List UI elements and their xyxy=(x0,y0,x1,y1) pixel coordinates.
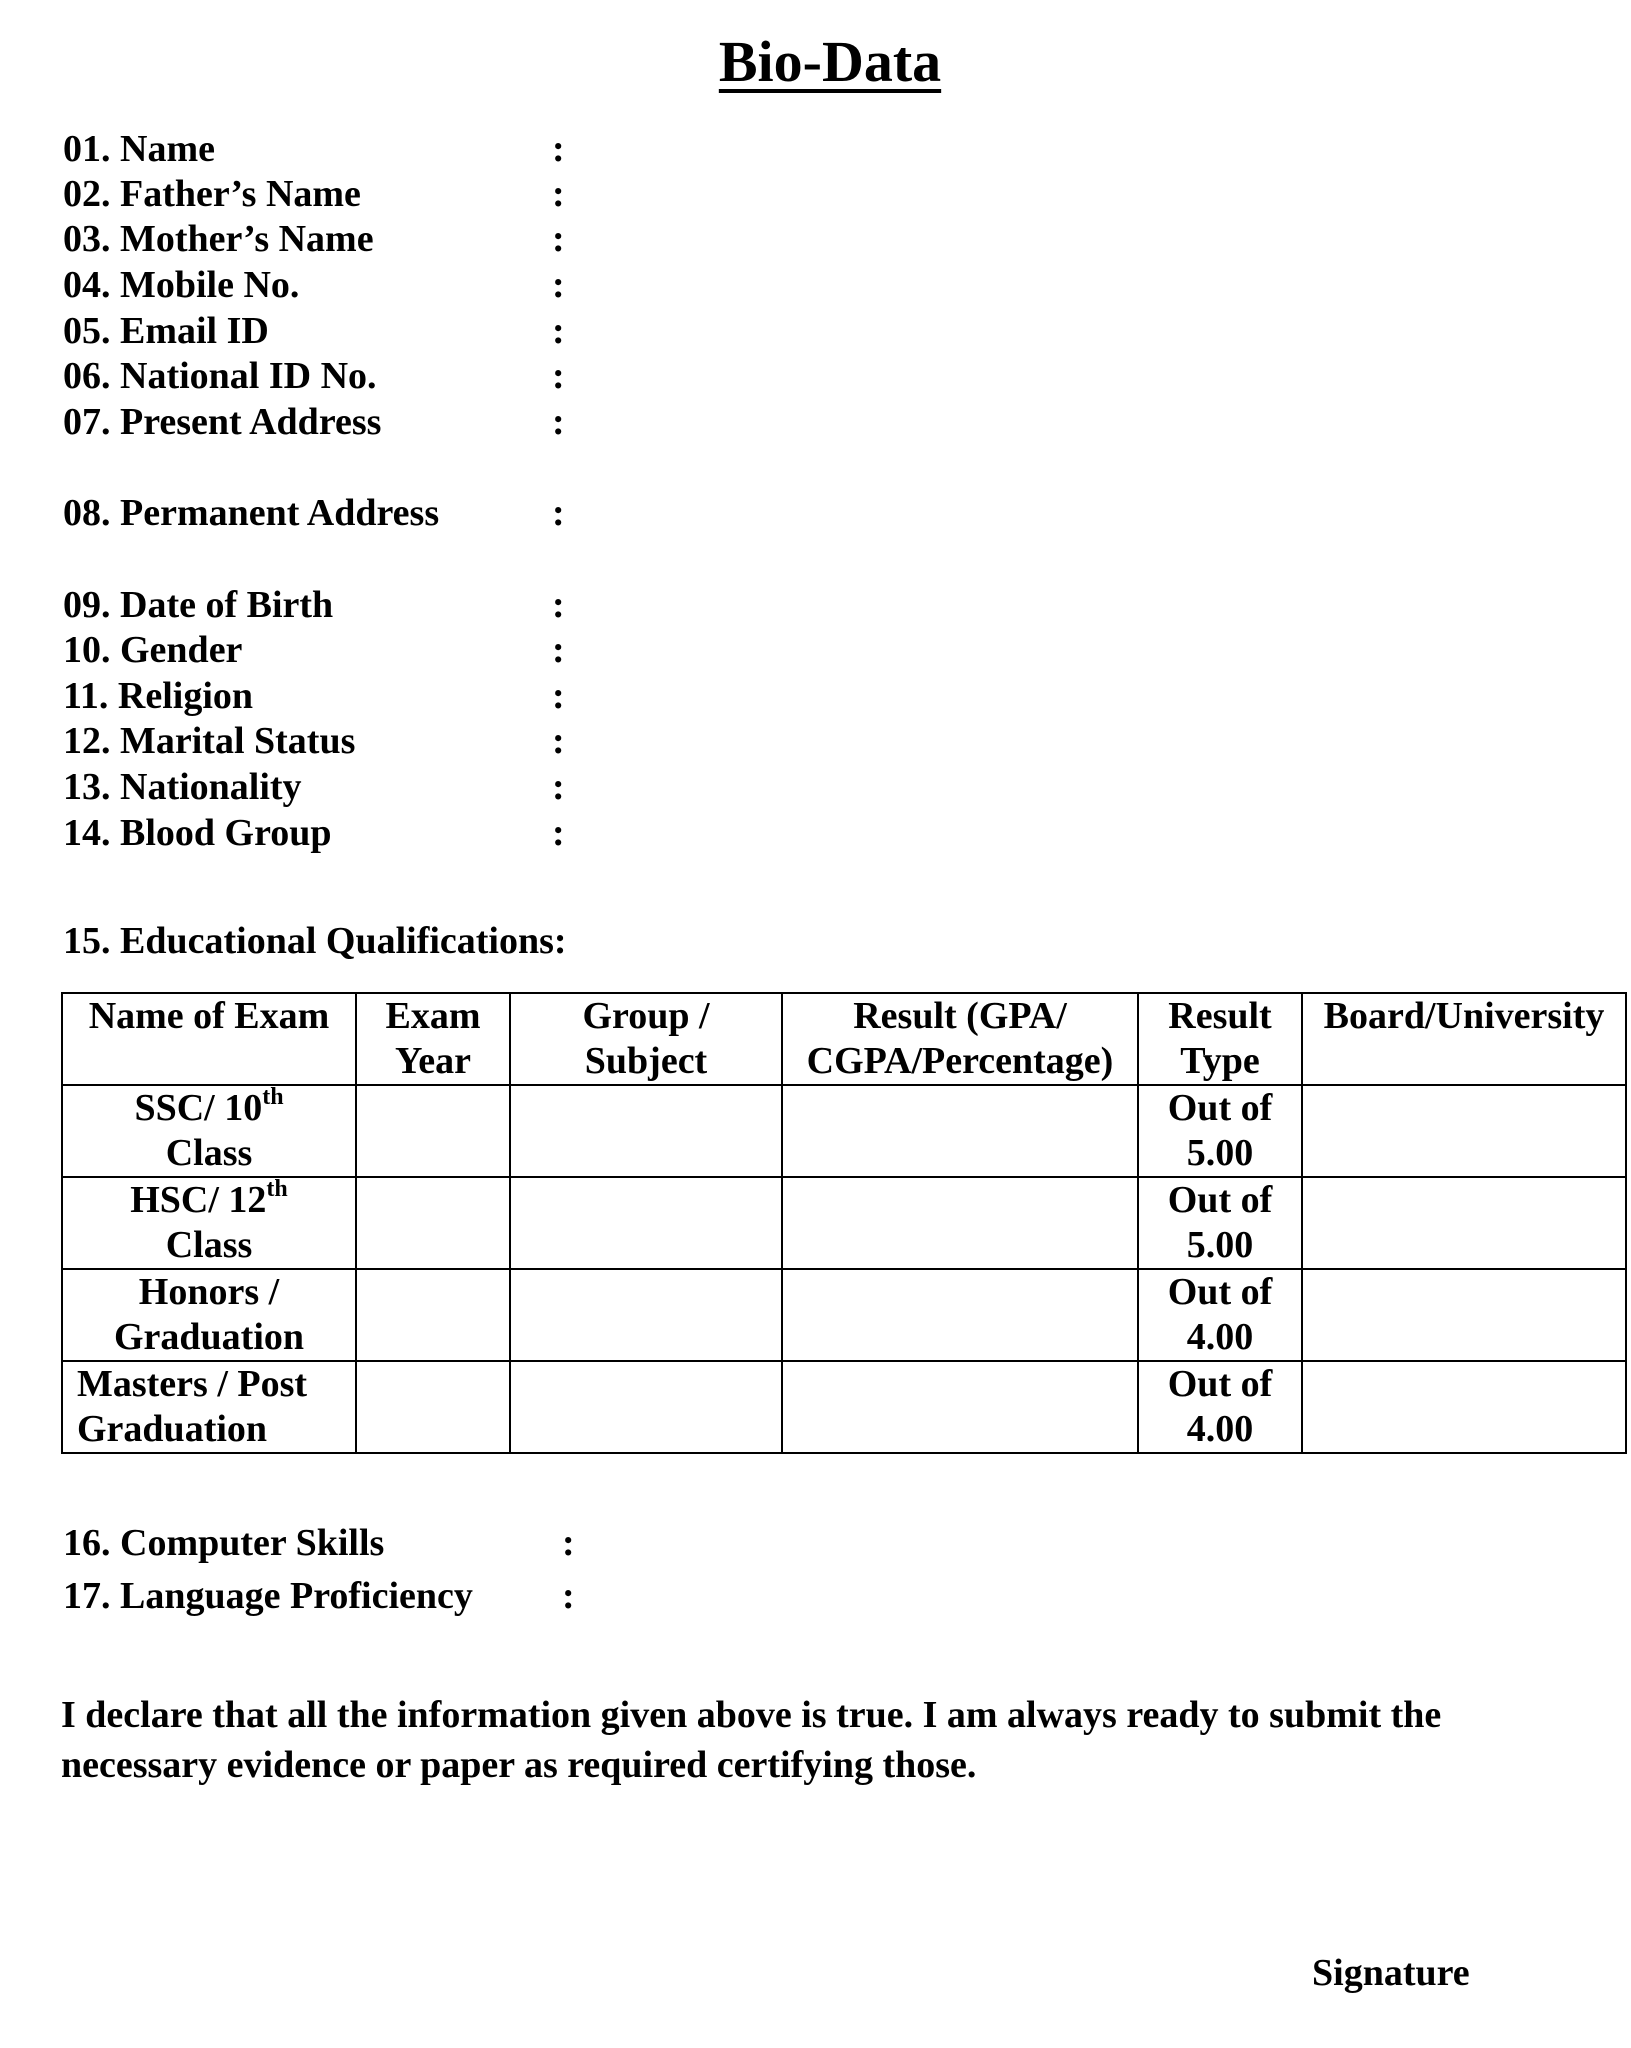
exam-name-cell: HSC/ 12th Class xyxy=(62,1177,356,1269)
header-result: Result (GPA/ CGPA/Percentage) xyxy=(782,993,1138,1085)
result-cell xyxy=(782,1269,1138,1361)
field-colon: : xyxy=(552,218,565,260)
field-colon: : xyxy=(552,355,565,397)
table-row xyxy=(62,1361,1626,1453)
field-colon: : xyxy=(552,720,565,762)
field-label-email: 05. Email ID xyxy=(63,310,269,352)
exam-year-cell xyxy=(356,1085,510,1177)
field-label-computer-skills: 16. Computer Skills xyxy=(63,1522,385,1564)
board-university-cell xyxy=(1302,1269,1626,1361)
table-row xyxy=(62,1269,1626,1361)
education-table xyxy=(61,992,1627,1454)
field-colon: : xyxy=(552,675,565,717)
field-label-marital-status: 12. Marital Status xyxy=(63,720,356,762)
field-label-present-address: 07. Present Address xyxy=(63,401,382,443)
field-label-language-proficiency: 17. Language Proficiency xyxy=(63,1575,473,1617)
header-result-type: Result Type xyxy=(1138,993,1302,1085)
header-exam-name: Name of Exam xyxy=(62,993,356,1085)
field-label-national-id: 06. National ID No. xyxy=(63,355,377,397)
education-header-row xyxy=(62,993,1626,1085)
result-cell xyxy=(782,1177,1138,1269)
signature-label: Signature xyxy=(1312,1952,1470,1994)
field-colon: : xyxy=(552,173,565,215)
field-colon: : xyxy=(552,766,565,808)
education-heading: 15. Educational Qualifications: xyxy=(63,920,567,962)
field-colon: : xyxy=(552,128,565,170)
field-colon: : xyxy=(552,492,565,534)
field-label-name: 01. Name xyxy=(63,128,215,170)
field-colon: : xyxy=(552,264,565,306)
table-row xyxy=(62,1177,1626,1269)
board-university-cell xyxy=(1302,1361,1626,1453)
result-type-cell: Out of 4.00 xyxy=(1138,1361,1302,1453)
group-subject-cell xyxy=(510,1085,782,1177)
field-colon: : xyxy=(562,1575,575,1617)
result-type-cell: Out of 5.00 xyxy=(1138,1177,1302,1269)
field-label-date-of-birth: 09. Date of Birth xyxy=(63,584,334,626)
declaration-text: I declare that all the information given above is true. I am always ready to submit the necessary evidence or paper as required certifying those. xyxy=(61,1694,1442,1786)
exam-name-cell: Honors / Graduation xyxy=(62,1269,356,1361)
board-university-cell xyxy=(1302,1177,1626,1269)
field-colon: : xyxy=(552,401,565,443)
field-label-permanent-address: 08. Permanent Address xyxy=(63,492,440,534)
field-colon: : xyxy=(552,310,565,352)
field-colon: : xyxy=(562,1522,575,1564)
field-label-mobile: 04. Mobile No. xyxy=(63,264,300,306)
field-colon: : xyxy=(552,584,565,626)
table-row xyxy=(62,1085,1626,1177)
field-colon: : xyxy=(552,629,565,671)
field-label-father-name: 02. Father’s Name xyxy=(63,173,361,215)
field-label-religion: 11. Religion xyxy=(63,675,254,717)
header-board-university: Board/University xyxy=(1302,993,1626,1085)
result-cell xyxy=(782,1085,1138,1177)
exam-name-cell: SSC/ 10th Class xyxy=(62,1085,356,1177)
group-subject-cell xyxy=(510,1177,782,1269)
group-subject-cell xyxy=(510,1269,782,1361)
field-label-gender: 10. Gender xyxy=(63,629,243,671)
field-label-mother-name: 03. Mother’s Name xyxy=(63,218,374,260)
field-colon: : xyxy=(552,812,565,854)
exam-year-cell xyxy=(356,1361,510,1453)
group-subject-cell xyxy=(510,1361,782,1453)
exam-year-cell xyxy=(356,1177,510,1269)
page-title: Bio-Data xyxy=(718,29,942,94)
board-university-cell xyxy=(1302,1085,1626,1177)
header-exam-year: Exam Year xyxy=(356,993,510,1085)
exam-name-cell: Masters / Post Graduation xyxy=(62,1361,356,1453)
result-type-cell: Out of 5.00 xyxy=(1138,1085,1302,1177)
header-group-subject: Group / Subject xyxy=(510,993,782,1085)
field-label-blood-group: 14. Blood Group xyxy=(63,812,332,854)
result-type-cell: Out of 4.00 xyxy=(1138,1269,1302,1361)
exam-year-cell xyxy=(356,1269,510,1361)
field-label-nationality: 13. Nationality xyxy=(63,766,302,808)
result-cell xyxy=(782,1361,1138,1453)
